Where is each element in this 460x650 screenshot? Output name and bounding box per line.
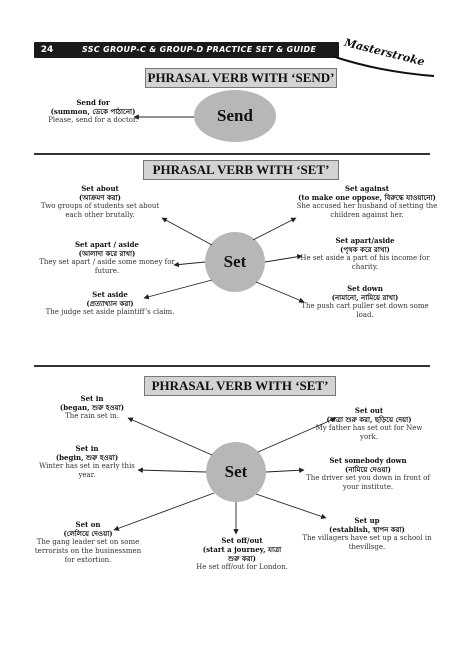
item-meaning: (begin, শুরু হওয়া) bbox=[55, 453, 119, 462]
arrow-set-in-2 bbox=[138, 470, 206, 472]
item-example: He set aside a part of his income for charity. bbox=[300, 254, 430, 271]
item-example: The driver set you down in front of your institute. bbox=[306, 474, 430, 491]
item-example: They set apart / aside some money for future. bbox=[39, 258, 175, 275]
item-term: Set apart / aside bbox=[75, 240, 139, 249]
item-term: Set somebody down bbox=[329, 456, 407, 465]
item-term: Set in bbox=[75, 444, 99, 453]
arrow-set-up bbox=[256, 494, 326, 518]
item-term: Set in bbox=[80, 394, 104, 403]
arrow-set-apart-aside bbox=[174, 262, 205, 265]
arrow-set-against bbox=[253, 218, 296, 240]
item-meaning: (যাত্রা শুরু করা, ছড়িয়ে দেয়া) bbox=[326, 415, 412, 424]
set-1-center-circle: Set bbox=[205, 232, 265, 292]
arrow-set-down bbox=[256, 282, 304, 302]
item-term: Set on bbox=[75, 520, 101, 529]
item-meaning: (নামিয়ে দেওয়া) bbox=[345, 465, 391, 474]
set-2-center-circle: Set bbox=[206, 442, 266, 502]
item-meaning: (প্রত্যাখ্যান করা) bbox=[86, 299, 134, 308]
item-meaning: (start a journey, যাত্রা শুরু করা) bbox=[202, 545, 282, 563]
arrow-set-out bbox=[258, 418, 336, 452]
item-example: Please, send for a doctor. bbox=[48, 116, 138, 124]
item-example: The rain set in. bbox=[65, 412, 119, 420]
item-term: Send for bbox=[76, 98, 110, 107]
item-meaning: (began, শুরু হওয়া) bbox=[59, 403, 125, 412]
page-number: 24 bbox=[40, 45, 54, 55]
arrow-set-on bbox=[114, 493, 214, 530]
send-section-title: PHRASAL VERB WITH ‘SEND’ bbox=[145, 68, 337, 88]
set-section-1-title: PHRASAL VERB WITH ‘SET’ bbox=[143, 160, 339, 180]
item-example: He set off/out for London. bbox=[196, 563, 288, 571]
set-section-2-title: PHRASAL VERB WITH ‘SET’ bbox=[144, 376, 336, 396]
header-title: SSC GROUP-C & GROUP-D PRACTICE SET & GUIDE BOOK bbox=[82, 45, 317, 70]
item-term: Set up bbox=[354, 516, 380, 525]
item-term: Set off/out bbox=[221, 536, 263, 545]
item-term: Set out bbox=[354, 406, 384, 415]
arrow-set-aside bbox=[144, 280, 212, 298]
item-term: Set down bbox=[347, 284, 383, 293]
send-center-circle: Send bbox=[194, 90, 276, 142]
item-meaning: (summon, ডেকে পাঠানো) bbox=[50, 107, 136, 116]
brand-logo: Masterstroke bbox=[342, 36, 426, 69]
arrow-set-apart-aside-2 bbox=[265, 256, 302, 262]
item-example: Two groups of students set about each other brutally. bbox=[40, 202, 160, 219]
item-term: Set aside bbox=[92, 290, 128, 299]
item-example: Winter has set in early this year. bbox=[39, 462, 135, 479]
item-meaning: (লেলিয়ে দেওয়া) bbox=[63, 529, 113, 538]
item-example: The push cart puller set down some load. bbox=[301, 302, 429, 319]
item-example: My father has set out for New york. bbox=[315, 424, 423, 441]
arrow-set-about bbox=[162, 218, 212, 245]
item-term: Set about bbox=[81, 184, 119, 193]
item-example: She accused her husband of setting the children against her. bbox=[296, 202, 438, 219]
item-meaning: (পৃথক করে রাখা) bbox=[340, 245, 390, 254]
item-term: Set apart/aside bbox=[335, 236, 395, 245]
item-meaning: (establish, স্থাপন করা) bbox=[329, 525, 405, 534]
item-term: Set against bbox=[344, 184, 390, 193]
item-meaning: (to make one oppose, বিরুদ্ধে যাওয়ানো) bbox=[298, 193, 436, 202]
arrow-set-in bbox=[128, 418, 212, 455]
item-example: The gang leader set on some terrorists on the businessmen for extortion. bbox=[34, 538, 142, 564]
item-meaning: (আলাদা করে রাখা) bbox=[78, 249, 136, 258]
item-example: The villagers have set up a school in thevillsge. bbox=[302, 534, 432, 551]
arrow-set-somebody-down bbox=[266, 470, 304, 472]
item-example: The judge set aside plaintiff’s claim. bbox=[45, 308, 175, 316]
item-meaning: (নামানো, নামিয়ে রাখা) bbox=[331, 293, 399, 302]
item-meaning: (আক্রমণ করা) bbox=[79, 193, 121, 202]
